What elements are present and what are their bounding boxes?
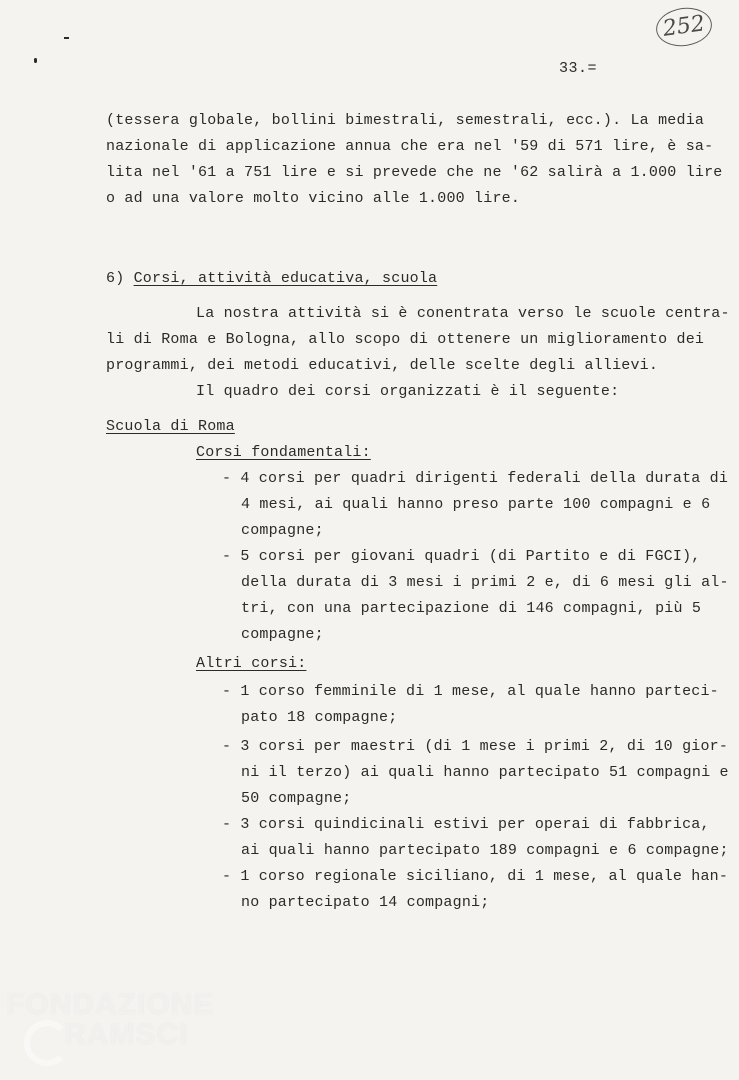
list-item-line: - 1 corso regionale siciliano, di 1 mese, al quale han- — [222, 868, 729, 885]
list-item-line: - 1 corso femminile di 1 mese, al quale hanno parteci- — [222, 683, 719, 700]
list-item-line: - 3 corsi per maestri (di 1 mese i primi 2, di 10 gior- — [222, 738, 729, 755]
paragraph-line: (tessera globale, bollini bimestrali, semestrali, ecc.). La media — [106, 112, 705, 129]
section-number: 6) — [106, 270, 125, 287]
intro-line: programmi, dei metodi educativi, delle scelte degli allievi. — [106, 357, 659, 374]
list-item-line: della durata di 3 mesi i primi 2 e, di 6 mesi gli al- — [241, 574, 729, 591]
list-item-line: 50 compagne; — [241, 790, 352, 807]
list-item-line: - 4 corsi per quadri dirigenti federali della durata di — [222, 470, 729, 487]
ink-mark — [34, 58, 37, 63]
list-item-line: - 3 corsi quindicinali estivi per operai di fabbrica, — [222, 816, 710, 833]
watermark-line-2: RAMSCI — [64, 1018, 189, 1051]
list-item-line: no partecipato 14 compagni; — [241, 894, 490, 911]
intro-line: La nostra attività si è conentrata verso le scuole centra- — [196, 305, 730, 322]
list-item-line: ai quali hanno partecipato 189 compagni e 6 compagne; — [241, 842, 729, 859]
section-heading — [106, 270, 437, 287]
fundamental-courses-heading: Corsi fondamentali: — [196, 444, 371, 461]
paragraph-line: o ad una valore molto vicino alle 1.000 lire. — [106, 190, 521, 207]
list-item-line: tri, con una partecipazione di 146 compagni, più 5 — [241, 600, 702, 617]
list-item-line: compagne; — [241, 626, 324, 643]
ink-mark — [64, 37, 69, 39]
section-title: Corsi, attività educativa, scuola — [133, 270, 438, 287]
archive-number-stamp: 252 — [654, 4, 715, 49]
list-item-line: ni il terzo) ai quali hanno partecipato 51 compagni e — [241, 764, 729, 781]
list-item-line: 4 mesi, ai quali hanno preso parte 100 compagni e 6 — [241, 496, 711, 513]
intro-line: li di Roma e Bologna, allo scopo di ottenere un miglioramento dei — [106, 331, 705, 348]
list-item-line: compagne; — [241, 522, 324, 539]
list-item-line: pato 18 compagne; — [241, 709, 398, 726]
archive-watermark — [6, 990, 214, 1050]
paragraph-line: lita nel '61 a 751 lire e si prevede che ne '62 salirà a 1.000 lire — [106, 164, 723, 181]
school-heading: Scuola di Roma — [106, 418, 235, 435]
list-item-line: - 5 corsi per giovani quadri (di Partito e di FGCI), — [222, 548, 701, 565]
page-number: 33.= — [559, 60, 598, 77]
intro-line: Il quadro dei corsi organizzati è il seguente: — [196, 383, 620, 400]
paragraph-line: nazionale di applicazione annua che era nel '59 di 571 lire, è sa- — [106, 138, 714, 155]
watermark-line-1: FONDAZIONE — [6, 988, 215, 1021]
other-courses-heading: Altri corsi: — [196, 655, 307, 672]
